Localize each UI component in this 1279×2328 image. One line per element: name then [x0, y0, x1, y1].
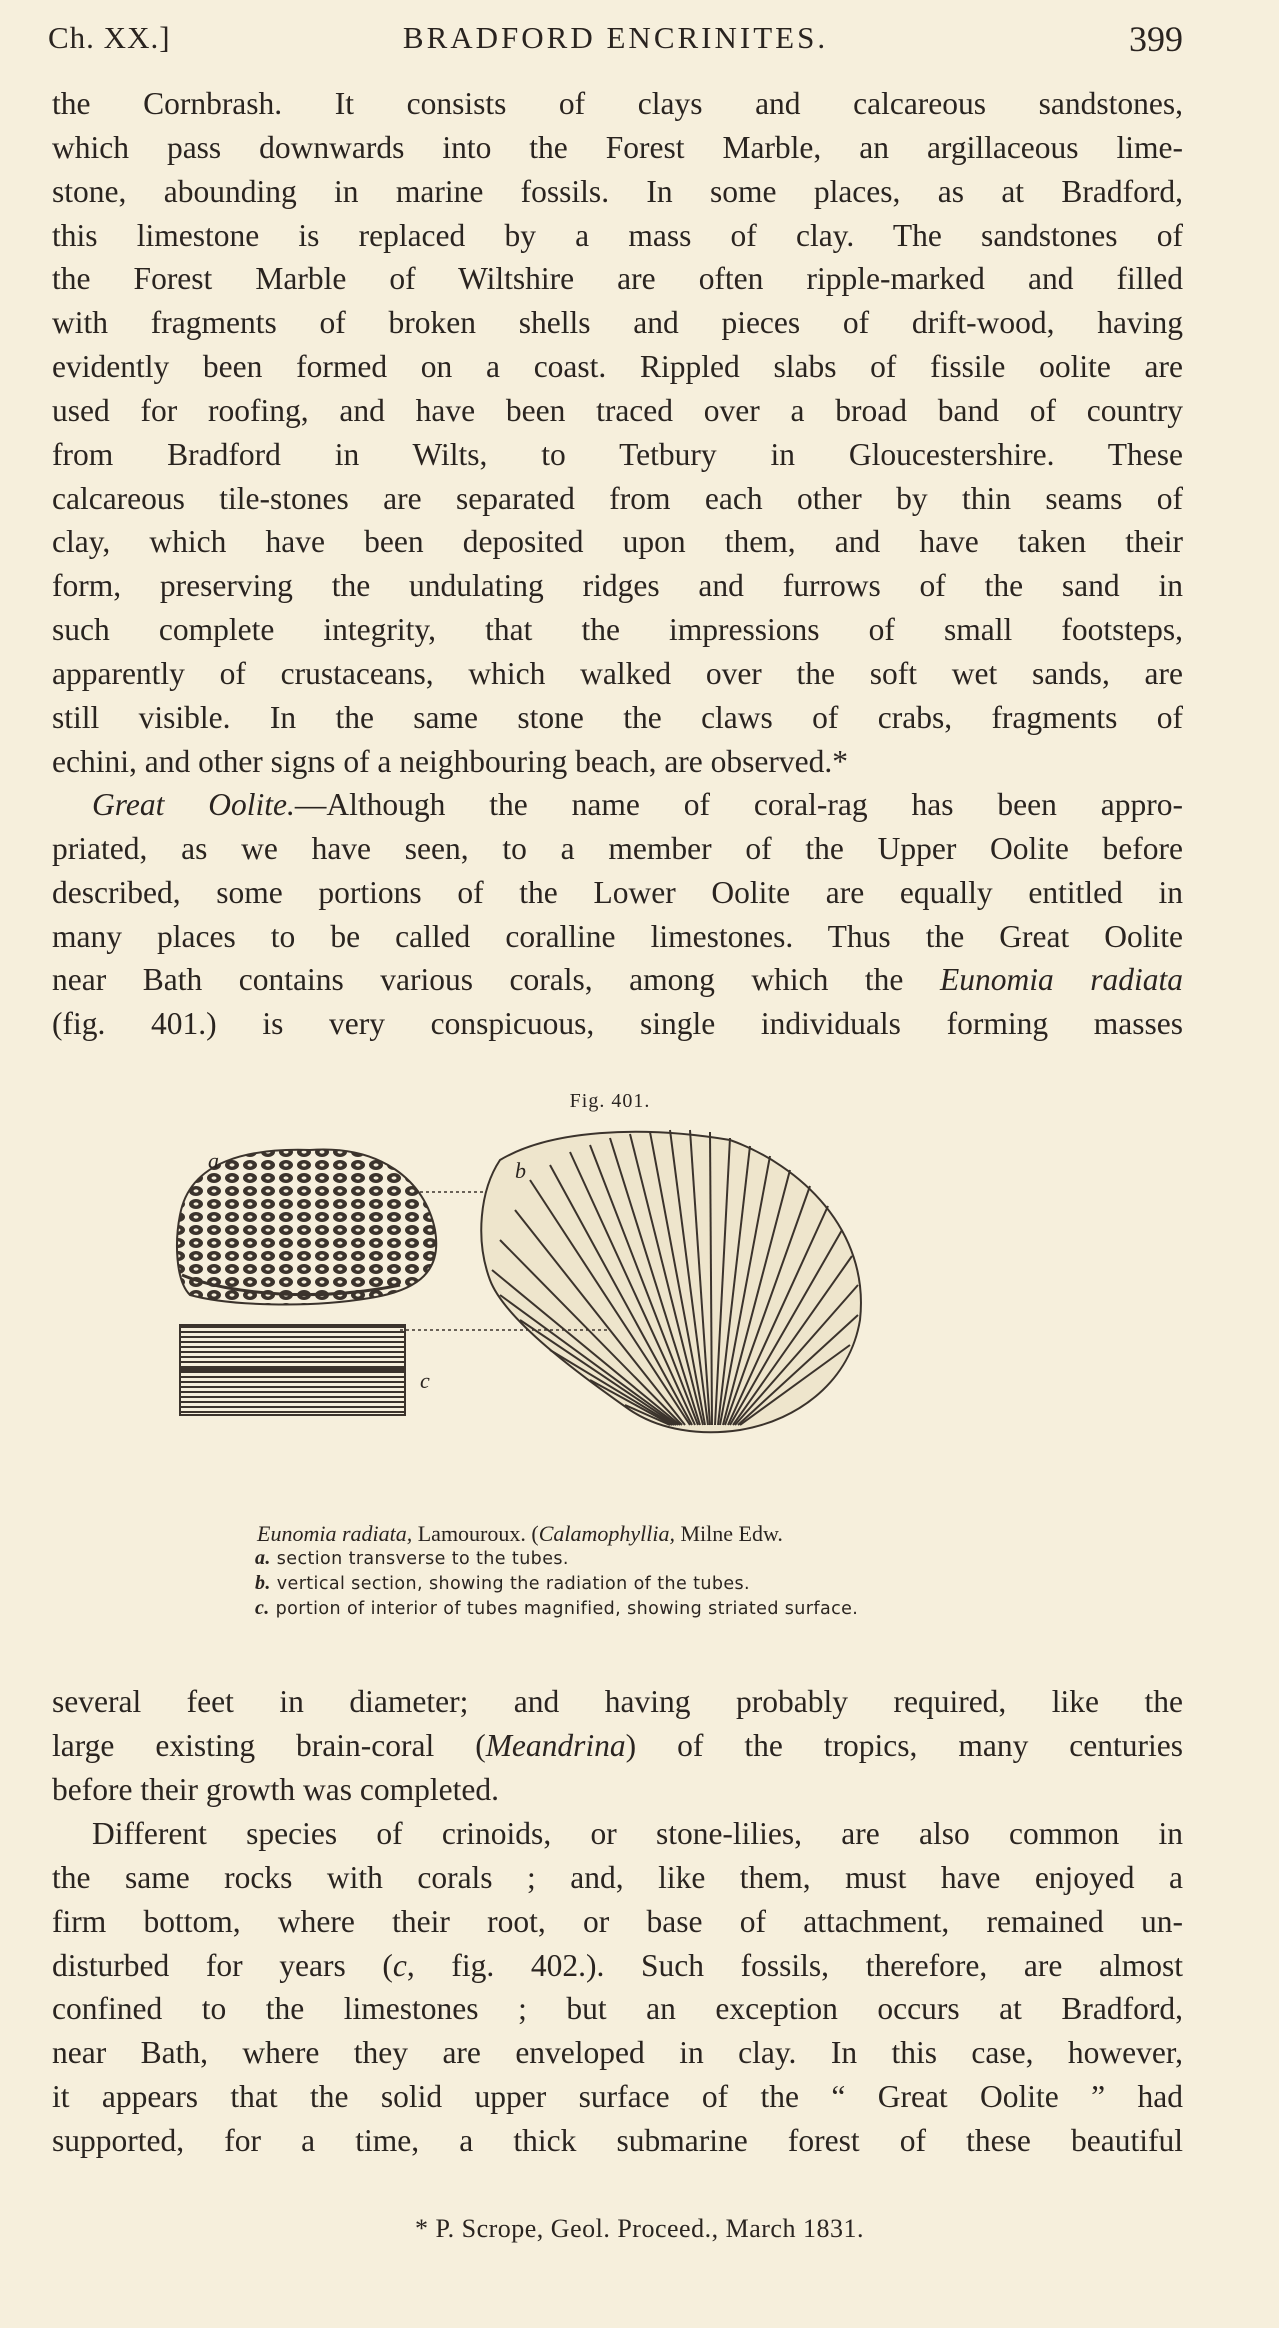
caption-author: Lamouroux. ( [412, 1521, 539, 1546]
figure-reference: c [392, 1947, 407, 1983]
text-line: firm bottom, where their root, or base of attachment, remained un- [52, 1903, 1183, 1939]
species-name: Meandrina [485, 1727, 626, 1763]
section-c-drawing [180, 1325, 405, 1415]
text-line: used for roofing, and have been traced over a broad band of country [52, 392, 1183, 428]
text-line: several feet in diameter; and having probably required, like the [52, 1684, 1183, 1719]
text-line: evidently been formed on a coast. Rippled slabs of fissile oolite are [52, 349, 1183, 385]
text-line: priated, as we have seen, to a member of the Upper Oolite before [52, 830, 1183, 866]
text-line: near Bath, where they are enveloped in clay. In this case, however, [52, 2035, 1183, 2071]
text-run: large existing brain-coral ( [52, 1727, 486, 1763]
text-line: before their growth was completed. [52, 1771, 499, 1807]
figure-401 [170, 1090, 1050, 1550]
text-line: confined to the limestones ; but an exception occurs at Bradford, [52, 1991, 1183, 2027]
text-line [52, 1944, 1183, 1988]
page-number: 399 [1129, 19, 1183, 59]
section-heading: Great Oolite. [92, 787, 295, 822]
text-line: with fragments of broken shells and pieces of drift-wood, having [52, 305, 1183, 341]
text-line: echini, and other signs of a neighbouring beach, are observed.* [52, 743, 848, 779]
text-line: the Forest Marble of Wiltshire are often ripple-marked and filled [52, 261, 1183, 297]
text-line: still visible. In the same stone the claws of crabs, fragments of [52, 699, 1183, 735]
text-line: stone, abounding in marine fossils. In some places, as at Bradford, [52, 173, 1183, 209]
text-line: (fig. 401.) is very conspicuous, single individuals forming masses [52, 1006, 1183, 1042]
paragraph-crinoids [52, 1812, 1183, 2163]
text-line: many places to be called coralline limestones. Thus the Great Oolite [52, 918, 1183, 954]
text-line: this limestone is replaced by a mass of clay. The sandstones of [52, 217, 1183, 253]
caption-item-a [255, 1546, 1075, 1571]
text-line: the Cornbrash. It consists of clays and calcareous sandstones, [52, 86, 1183, 121]
coral-illustration [170, 1120, 1050, 1550]
running-title: BRADFORD ENCRINITES. [402, 20, 829, 55]
figure-letter-a: a [208, 1148, 219, 1173]
paragraph-great-oolite [52, 783, 1183, 1046]
figure-caption [255, 1522, 1075, 1621]
text-line: such complete integrity, that the impressions of small footsteps, [52, 612, 1183, 648]
text-line: Different species of crinoids, or stone-lilies, are also common in [92, 1816, 1183, 1851]
chapter-marker: Ch. XX.] [48, 20, 171, 55]
caption-species: Eunomia radiata, [257, 1521, 413, 1546]
caption-text: portion of interior of tubes magnified, showing striated surface. [269, 1599, 859, 1619]
text-run: ) of the tropics, many centuries [625, 1727, 1183, 1763]
text-line: form, preserving the undulating ridges and furrows of the sand in [52, 568, 1183, 604]
paragraph-forest-marble [52, 82, 1183, 784]
text-line [52, 1724, 1183, 1768]
text-line: clay, which have been deposited upon them, and have taken their [52, 524, 1183, 560]
caption-letter: a. [255, 1547, 271, 1569]
caption-synonym: Calamophyllia, [538, 1521, 675, 1546]
paragraph-brain-coral [52, 1680, 1183, 1812]
caption-letter: c. [255, 1597, 270, 1619]
caption-letter: b. [255, 1572, 271, 1594]
text-line: described, some portions of the Lower Oolite are equally entitled in [52, 874, 1183, 910]
text-line: from Bradford in Wilts, to Tetbury in Gloucestershire. These [52, 436, 1183, 472]
text-run: near Bath contains various corals, among which the [52, 962, 940, 998]
figure-letter-b: b [515, 1158, 526, 1183]
text-line: which pass downwards into the Forest Marble, an argillaceous lime- [52, 129, 1183, 165]
species-name: Eunomia radiata [939, 962, 1183, 998]
text-run: , fig. 402.). Such fossils, therefore, are almost [406, 1947, 1183, 1983]
running-header [48, 18, 1183, 64]
text-line: calcareous tile-stones are separated from each other by thin seams of [52, 480, 1183, 516]
text-line [52, 958, 1183, 1002]
section-b-drawing [481, 1130, 861, 1432]
caption-item-b [255, 1571, 1075, 1596]
text-line: apparently of crustaceans, which walked over the soft wet sands, are [52, 655, 1183, 691]
caption-item-c [255, 1596, 1075, 1621]
text-line [52, 783, 1183, 827]
caption-title [257, 1522, 1075, 1546]
footnote: * P. Scrope, Geol. Proceed., March 1831. [415, 2214, 864, 2243]
caption-synonym-author: Milne Edw. [674, 1521, 783, 1546]
text-line: supported, for a time, a thick submarine forest of these beautiful [52, 2122, 1183, 2158]
figure-letter-c: c [420, 1368, 430, 1393]
caption-text: vertical section, showing the radiation of the tubes. [270, 1574, 750, 1594]
text-line: it appears that the solid upper surface of the “ Great Oolite ” had [52, 2079, 1183, 2115]
text-run: disturbed for years ( [52, 1947, 393, 1983]
caption-text: section transverse to the tubes. [270, 1549, 569, 1569]
figure-label: Fig. 401. [569, 1090, 651, 1112]
text-line: the same rocks with corals ; and, like them, must have enjoyed a [52, 1859, 1183, 1895]
text-run: —Although the name of coral-rag has been appro- [294, 787, 1183, 822]
